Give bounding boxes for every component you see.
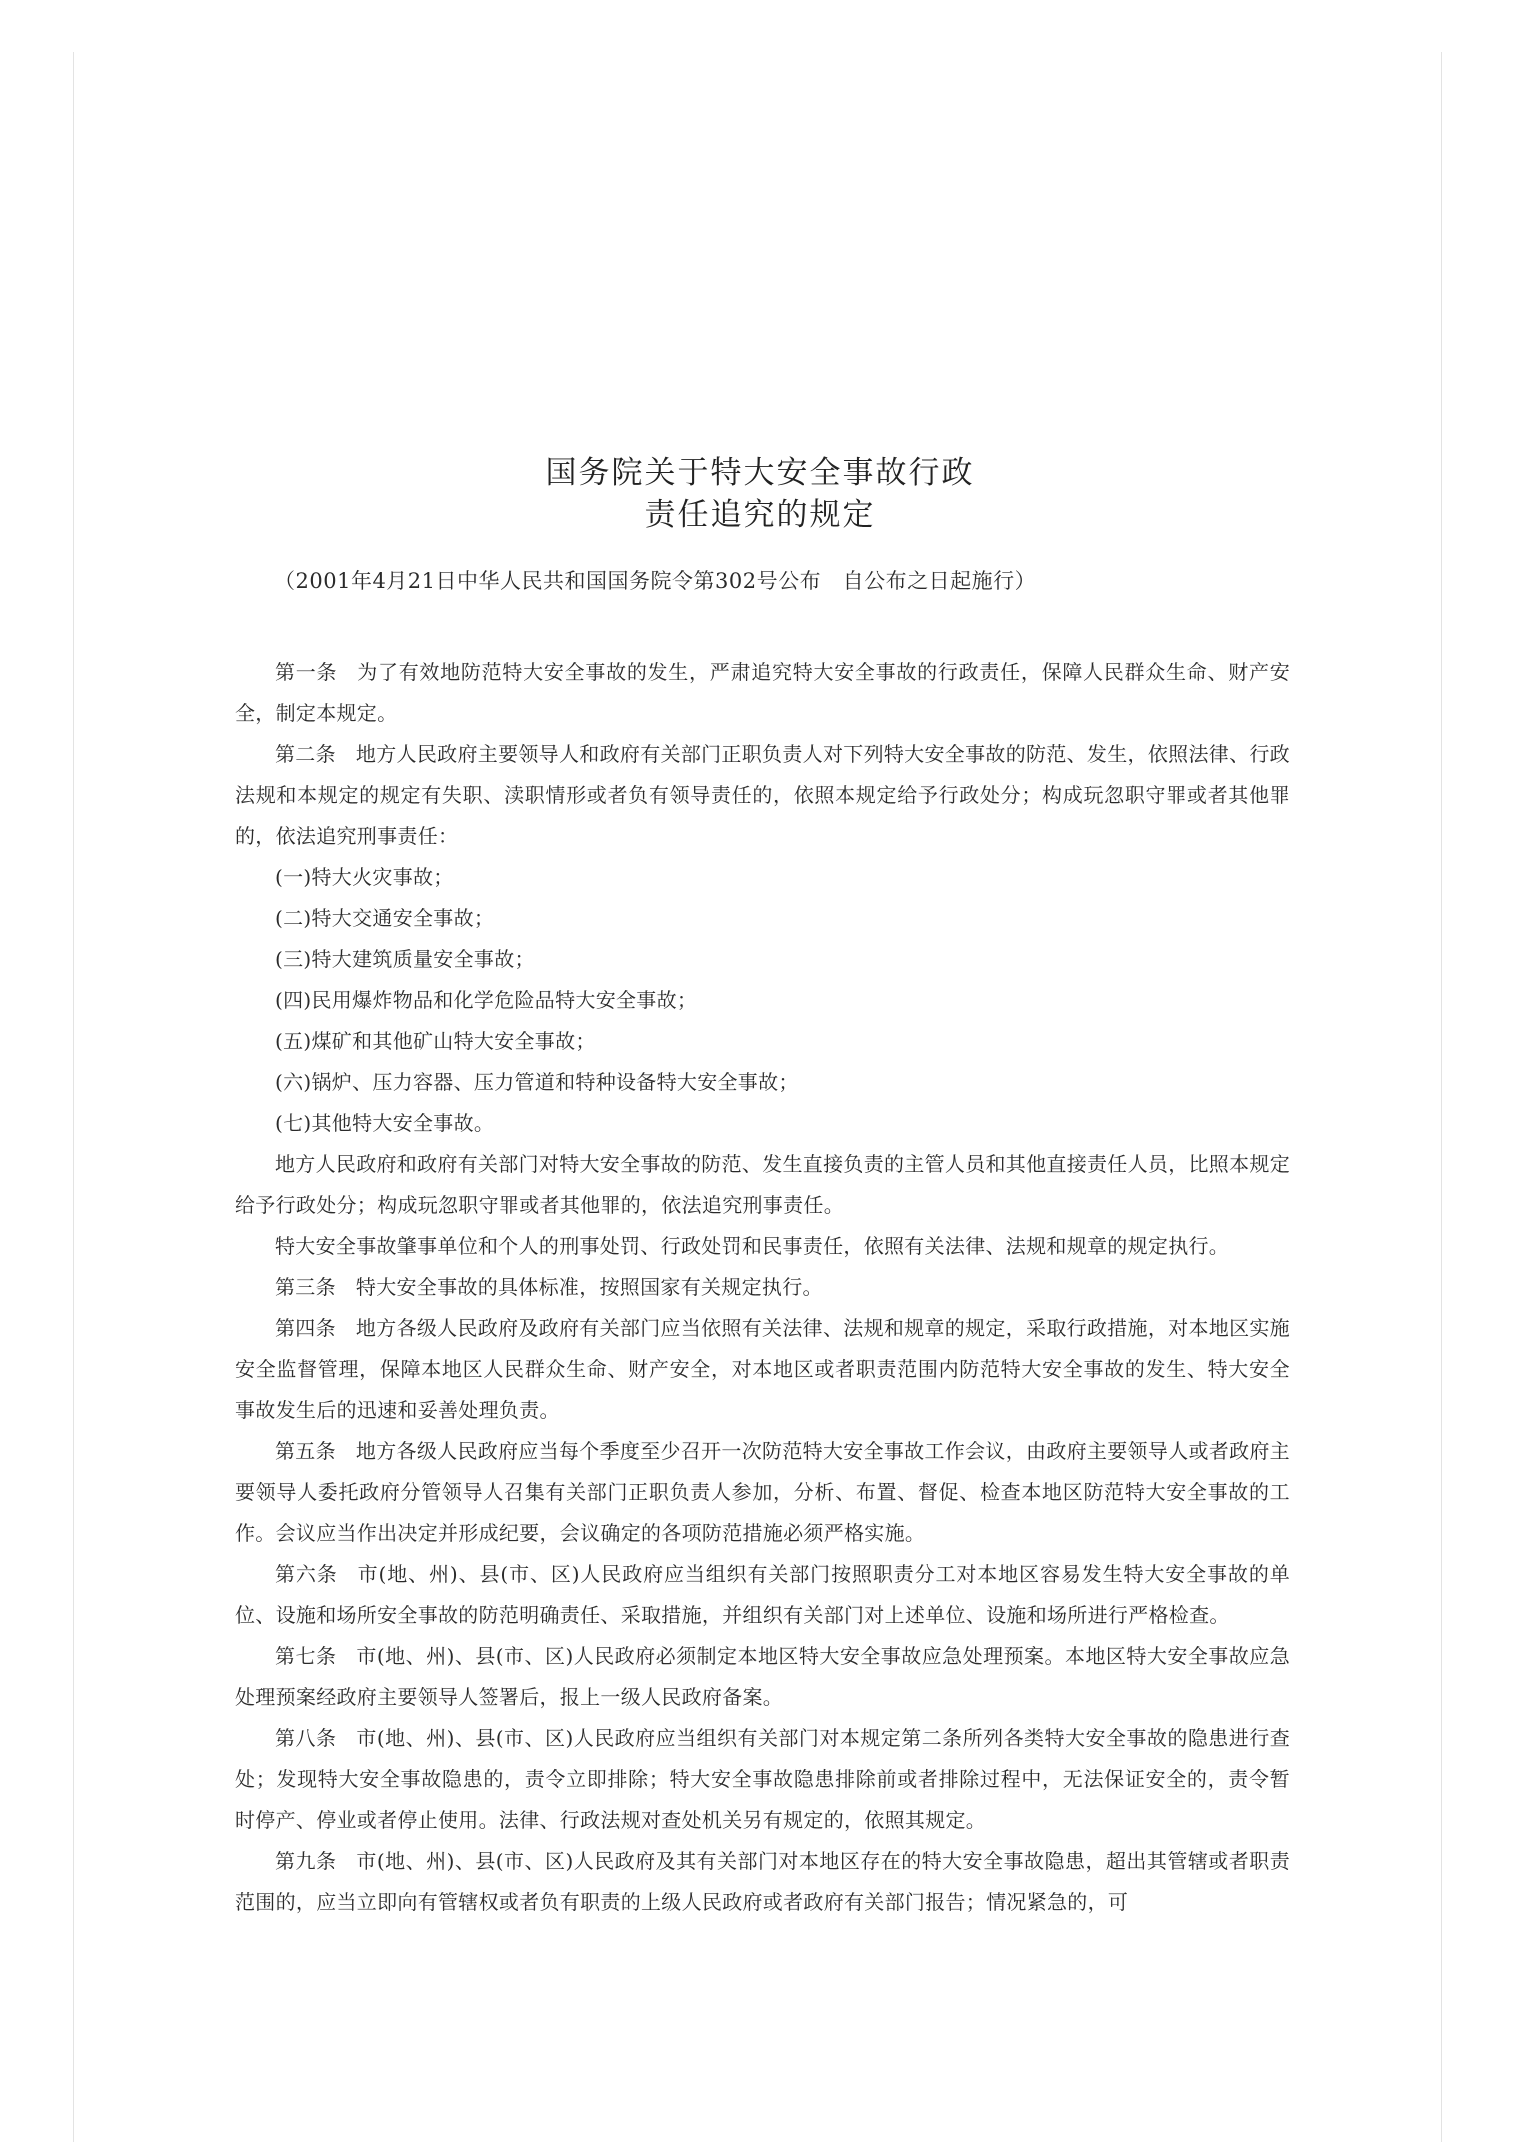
- article-paragraph: [235, 1267, 1290, 1308]
- article-number: 第二条: [275, 742, 336, 766]
- paragraph-text: (二)特大交通安全事故；: [275, 906, 495, 930]
- article-number: 第一条: [275, 660, 338, 684]
- body-paragraph: [235, 1062, 1290, 1103]
- body-paragraph: [235, 1021, 1290, 1062]
- paragraph-text: 市(地、州)、县(市、区)人民政府应当组织有关部门对本规定第二条所列各类特大安全事故的隐患进行查处；发现特大安全事故隐患的，责令立即排除；特大安全事故隐患排除前或者排除过程中，无法保证安全的，责令暂时停产、停业或者停止使用。法律、行政法规对查处机关另有规定的，依照其规定。: [235, 1726, 1290, 1832]
- article-paragraph: [235, 1718, 1290, 1841]
- paragraph-text: 为了有效地防范特大安全事故的发生，严肃追究特大安全事故的行政责任，保障人民群众生命、财产安全，制定本规定。: [235, 660, 1290, 725]
- article-paragraph: [235, 1431, 1290, 1554]
- title-line-2: 责任追究的规定: [644, 497, 876, 533]
- article-paragraph: [235, 1636, 1290, 1718]
- article-number: 第六条: [275, 1562, 338, 1586]
- paragraph-text: 市(地、州)、县(市、区)人民政府应当组织有关部门按照职责分工对本地区容易发生特大安全事故的单位、设施和场所安全事故的防范明确责任、采取措施，并组织有关部门对上述单位、设施和场所进行严格检查。: [235, 1562, 1291, 1627]
- paragraph-text: 地方人民政府主要领导人和政府有关部门正职负责人对下列特大安全事故的防范、发生，依照法律、行政法规和本规定的规定有失职、渎职情形或者负有领导责任的，依照本规定给予行政处分；构成玩忽职守罪或者其他罪的，依法追究刑事责任：: [235, 742, 1290, 848]
- body-paragraph: [235, 1144, 1290, 1226]
- article-number: 第九条: [275, 1849, 337, 1873]
- paragraph-text: (七)其他特大安全事故。: [275, 1111, 495, 1135]
- article-paragraph: [235, 652, 1290, 734]
- paragraph-text: 地方各级人民政府应当每个季度至少召开一次防范特大安全事故工作会议，由政府主要领导人或者政府主要领导人委托政府分管领导人召集有关部门正职负责人参加，分析、布置、督促、检查本地区防范特大安全事故的工作。会议应当作出决定并形成纪要，会议确定的各项防范措施必须严格实施。: [235, 1439, 1290, 1545]
- article-paragraph: [235, 1308, 1290, 1431]
- body-paragraph: [235, 898, 1290, 939]
- promulgation-note: （2001年4月21日中华人民共和国国务院令第302号公布 自公布之日起施行）: [274, 569, 1037, 593]
- article-number: 第五条: [275, 1439, 336, 1463]
- paragraph-text: 市(地、州)、县(市、区)人民政府必须制定本地区特大安全事故应急处理预案。本地区特大安全事故应急处理预案经政府主要领导人签署后，报上一级人民政府备案。: [235, 1644, 1290, 1709]
- paragraph-text: 特大安全事故的具体标准，按照国家有关规定执行。: [355, 1275, 823, 1299]
- paragraph-text: 特大安全事故肇事单位和个人的刑事处罚、行政处罚和民事责任，依照有关法律、法规和规章的规定执行。: [275, 1234, 1230, 1258]
- article-number: 第七条: [275, 1644, 337, 1668]
- article-paragraph: [235, 734, 1290, 857]
- paragraph-text: (五)煤矿和其他矿山特大安全事故；: [275, 1029, 596, 1053]
- title-line-1: 国务院关于特大安全事故行政: [545, 455, 975, 491]
- body-paragraph: [235, 980, 1290, 1021]
- article-paragraph: [235, 1554, 1290, 1636]
- body-paragraph: [235, 939, 1290, 980]
- body-paragraph: [235, 1226, 1290, 1267]
- article-number: 第三条: [275, 1275, 336, 1299]
- page-title: [0, 452, 1520, 536]
- article-number: 第四条: [275, 1316, 336, 1340]
- paragraph-text: (四)民用爆炸物品和化学危险品特大安全事故；: [275, 988, 698, 1012]
- article-paragraph: [235, 1841, 1290, 1923]
- article-number: 第八条: [275, 1726, 337, 1750]
- body-paragraph: [235, 1103, 1290, 1144]
- paragraph-text: (一)特大火灾事故；: [275, 865, 454, 889]
- paragraph-text: (三)特大建筑质量安全事故；: [275, 947, 535, 971]
- paragraph-text: 地方人民政府和政府有关部门对特大安全事故的防范、发生直接负责的主管人员和其他直接责任人员，比照本规定给予行政处分；构成玩忽职守罪或者其他罪的，依法追究刑事责任。: [235, 1152, 1290, 1217]
- paragraph-text: 地方各级人民政府及政府有关部门应当依照有关法律、法规和规章的规定，采取行政措施，对本地区实施安全监督管理，保障本地区人民群众生命、财产安全，对本地区或者职责范围内防范特大安全事故的发生、特大安全事故发生后的迅速和妥善处理负责。: [235, 1316, 1290, 1422]
- document-body: [235, 652, 1290, 1923]
- paragraph-text: 市(地、州)、县(市、区)人民政府及其有关部门对本地区存在的特大安全事故隐患，超出其管辖或者职责范围的，应当立即向有管辖权或者负有职责的上级人民政府或者政府有关部门报告；情况紧急的，可: [235, 1849, 1290, 1914]
- page-edge-right: [1441, 52, 1442, 2142]
- page-edge-left: [73, 52, 74, 2142]
- body-paragraph: [235, 857, 1290, 898]
- paragraph-text: (六)锅炉、压力容器、压力管道和特种设备特大安全事故；: [275, 1070, 799, 1094]
